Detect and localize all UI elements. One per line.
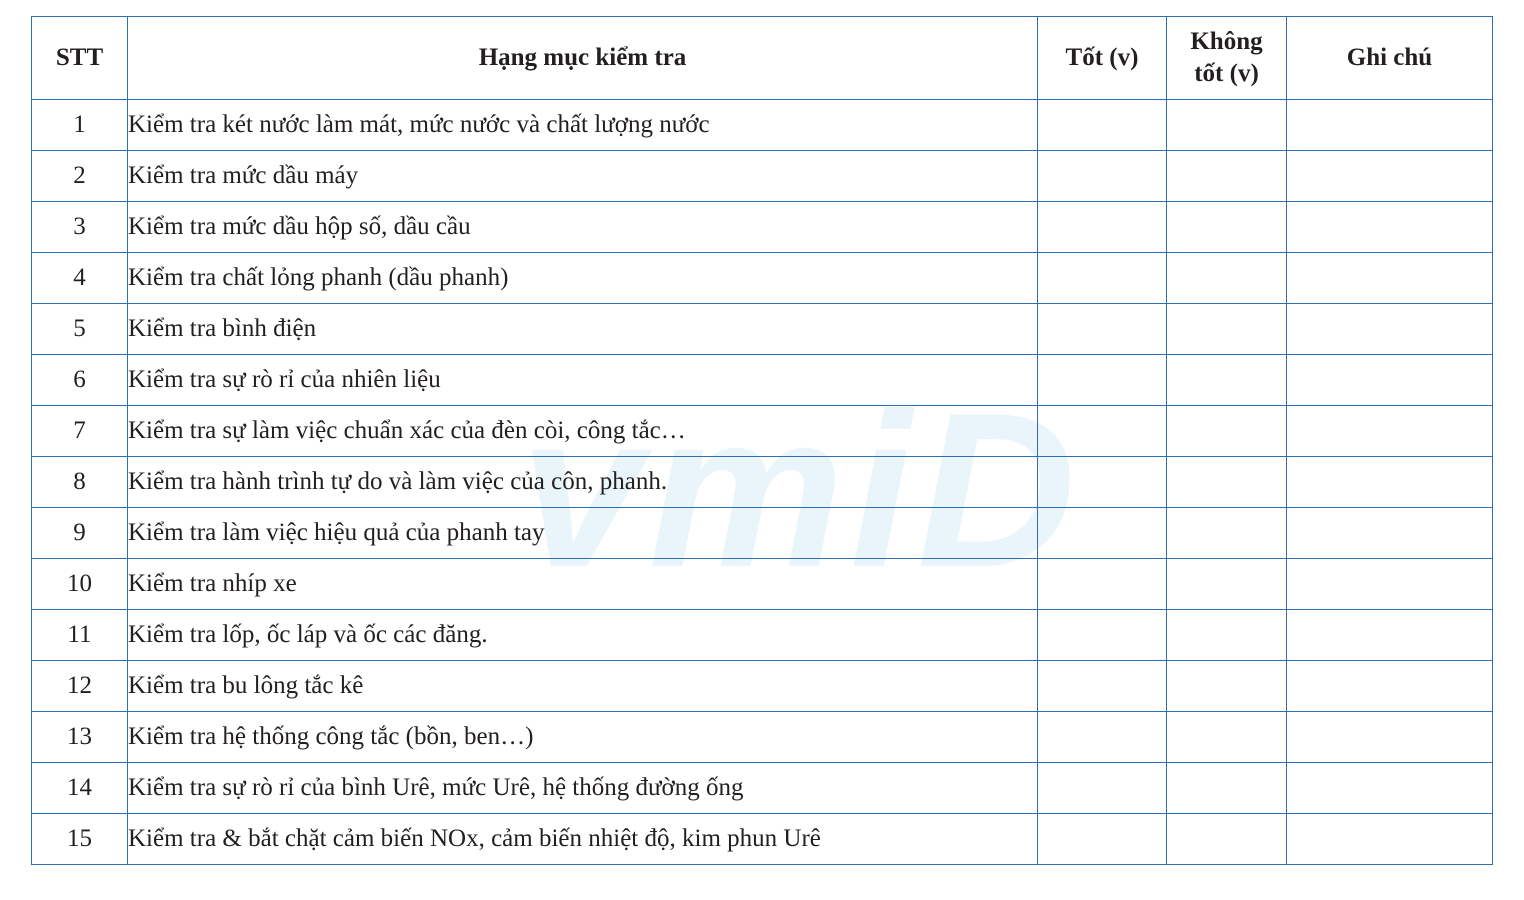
row-stt: 4 xyxy=(32,253,128,304)
header-not-good xyxy=(1167,17,1287,100)
row-stt: 14 xyxy=(32,763,128,814)
row-stt: 15 xyxy=(32,814,128,865)
row-not-good-cell[interactable] xyxy=(1167,304,1287,355)
header-row xyxy=(32,17,1493,100)
row-item: Kiểm tra két nước làm mát, mức nước và chất lượng nước xyxy=(128,100,1038,151)
row-good-cell[interactable] xyxy=(1038,661,1167,712)
row-not-good-cell[interactable] xyxy=(1167,202,1287,253)
row-stt: 10 xyxy=(32,559,128,610)
row-note-cell[interactable] xyxy=(1287,406,1493,457)
row-note-cell[interactable] xyxy=(1287,151,1493,202)
row-stt: 11 xyxy=(32,610,128,661)
row-stt: 3 xyxy=(32,202,128,253)
row-item: Kiểm tra bu lông tắc kê xyxy=(128,661,1038,712)
row-not-good-cell[interactable] xyxy=(1167,508,1287,559)
row-not-good-cell[interactable] xyxy=(1167,457,1287,508)
row-note-cell[interactable] xyxy=(1287,610,1493,661)
table-row xyxy=(32,202,1493,253)
table-row xyxy=(32,457,1493,508)
row-stt: 9 xyxy=(32,508,128,559)
header-stt: STT xyxy=(32,17,128,100)
row-good-cell[interactable] xyxy=(1038,457,1167,508)
table-row xyxy=(32,406,1493,457)
row-note-cell[interactable] xyxy=(1287,202,1493,253)
row-not-good-cell[interactable] xyxy=(1167,559,1287,610)
row-item: Kiểm tra làm việc hiệu quả của phanh tay xyxy=(128,508,1038,559)
row-good-cell[interactable] xyxy=(1038,559,1167,610)
header-not-good-line1: Không xyxy=(1190,27,1263,55)
row-item: Kiểm tra hành trình tự do và làm việc của côn, phanh. xyxy=(128,457,1038,508)
row-stt: 6 xyxy=(32,355,128,406)
row-not-good-cell[interactable] xyxy=(1167,151,1287,202)
row-not-good-cell[interactable] xyxy=(1167,355,1287,406)
row-item: Kiểm tra mức dầu hộp số, dầu cầu xyxy=(128,202,1038,253)
row-not-good-cell[interactable] xyxy=(1167,661,1287,712)
header-note: Ghi chú xyxy=(1287,17,1493,100)
row-item: Kiểm tra bình điện xyxy=(128,304,1038,355)
table-row xyxy=(32,304,1493,355)
row-stt: 5 xyxy=(32,304,128,355)
row-stt: 7 xyxy=(32,406,128,457)
row-note-cell[interactable] xyxy=(1287,100,1493,151)
row-stt: 12 xyxy=(32,661,128,712)
row-good-cell[interactable] xyxy=(1038,814,1167,865)
table-row xyxy=(32,763,1493,814)
table-row xyxy=(32,712,1493,763)
header-item: Hạng mục kiểm tra xyxy=(128,17,1038,100)
row-item: Kiểm tra chất lỏng phanh (dầu phanh) xyxy=(128,253,1038,304)
row-note-cell[interactable] xyxy=(1287,355,1493,406)
row-item: Kiểm tra lốp, ốc láp và ốc các đăng. xyxy=(128,610,1038,661)
row-good-cell[interactable] xyxy=(1038,304,1167,355)
row-good-cell[interactable] xyxy=(1038,508,1167,559)
table-row xyxy=(32,355,1493,406)
row-good-cell[interactable] xyxy=(1038,100,1167,151)
row-note-cell[interactable] xyxy=(1287,763,1493,814)
table-row xyxy=(32,610,1493,661)
row-item: Kiểm tra & bắt chặt cảm biến NOx, cảm biến nhiệt độ, kim phun Urê xyxy=(128,814,1038,865)
row-good-cell[interactable] xyxy=(1038,406,1167,457)
row-note-cell[interactable] xyxy=(1287,661,1493,712)
table-row xyxy=(32,661,1493,712)
row-note-cell[interactable] xyxy=(1287,457,1493,508)
row-item: Kiểm tra sự rò rỉ của nhiên liệu xyxy=(128,355,1038,406)
row-stt: 1 xyxy=(32,100,128,151)
table-row xyxy=(32,151,1493,202)
row-not-good-cell[interactable] xyxy=(1167,253,1287,304)
row-good-cell[interactable] xyxy=(1038,712,1167,763)
row-good-cell[interactable] xyxy=(1038,202,1167,253)
row-stt: 13 xyxy=(32,712,128,763)
row-note-cell[interactable] xyxy=(1287,304,1493,355)
row-stt: 2 xyxy=(32,151,128,202)
watermark: vmiD xyxy=(520,367,1082,613)
row-note-cell[interactable] xyxy=(1287,712,1493,763)
row-stt: 8 xyxy=(32,457,128,508)
inspection-checklist-table xyxy=(31,16,1493,865)
table-row xyxy=(32,253,1493,304)
row-note-cell[interactable] xyxy=(1287,253,1493,304)
row-good-cell[interactable] xyxy=(1038,355,1167,406)
row-item: Kiểm tra sự rò rỉ của bình Urê, mức Urê, hệ thống đường ống xyxy=(128,763,1038,814)
header-good: Tốt (v) xyxy=(1038,17,1167,100)
row-not-good-cell[interactable] xyxy=(1167,406,1287,457)
header-not-good-line2: tốt (v) xyxy=(1194,60,1259,87)
row-item: Kiểm tra nhíp xe xyxy=(128,559,1038,610)
row-not-good-cell[interactable] xyxy=(1167,763,1287,814)
row-not-good-cell[interactable] xyxy=(1167,100,1287,151)
table-row xyxy=(32,100,1493,151)
row-note-cell[interactable] xyxy=(1287,559,1493,610)
row-good-cell[interactable] xyxy=(1038,610,1167,661)
row-not-good-cell[interactable] xyxy=(1167,610,1287,661)
row-good-cell[interactable] xyxy=(1038,253,1167,304)
table-row xyxy=(32,508,1493,559)
row-item: Kiểm tra sự làm việc chuẩn xác của đèn còi, công tắc… xyxy=(128,406,1038,457)
row-note-cell[interactable] xyxy=(1287,508,1493,559)
row-item: Kiểm tra hệ thống công tắc (bồn, ben…) xyxy=(128,712,1038,763)
table-row xyxy=(32,814,1493,865)
row-item: Kiểm tra mức dầu máy xyxy=(128,151,1038,202)
row-not-good-cell[interactable] xyxy=(1167,712,1287,763)
table-row xyxy=(32,559,1493,610)
row-not-good-cell[interactable] xyxy=(1167,814,1287,865)
row-note-cell[interactable] xyxy=(1287,814,1493,865)
row-good-cell[interactable] xyxy=(1038,763,1167,814)
row-good-cell[interactable] xyxy=(1038,151,1167,202)
